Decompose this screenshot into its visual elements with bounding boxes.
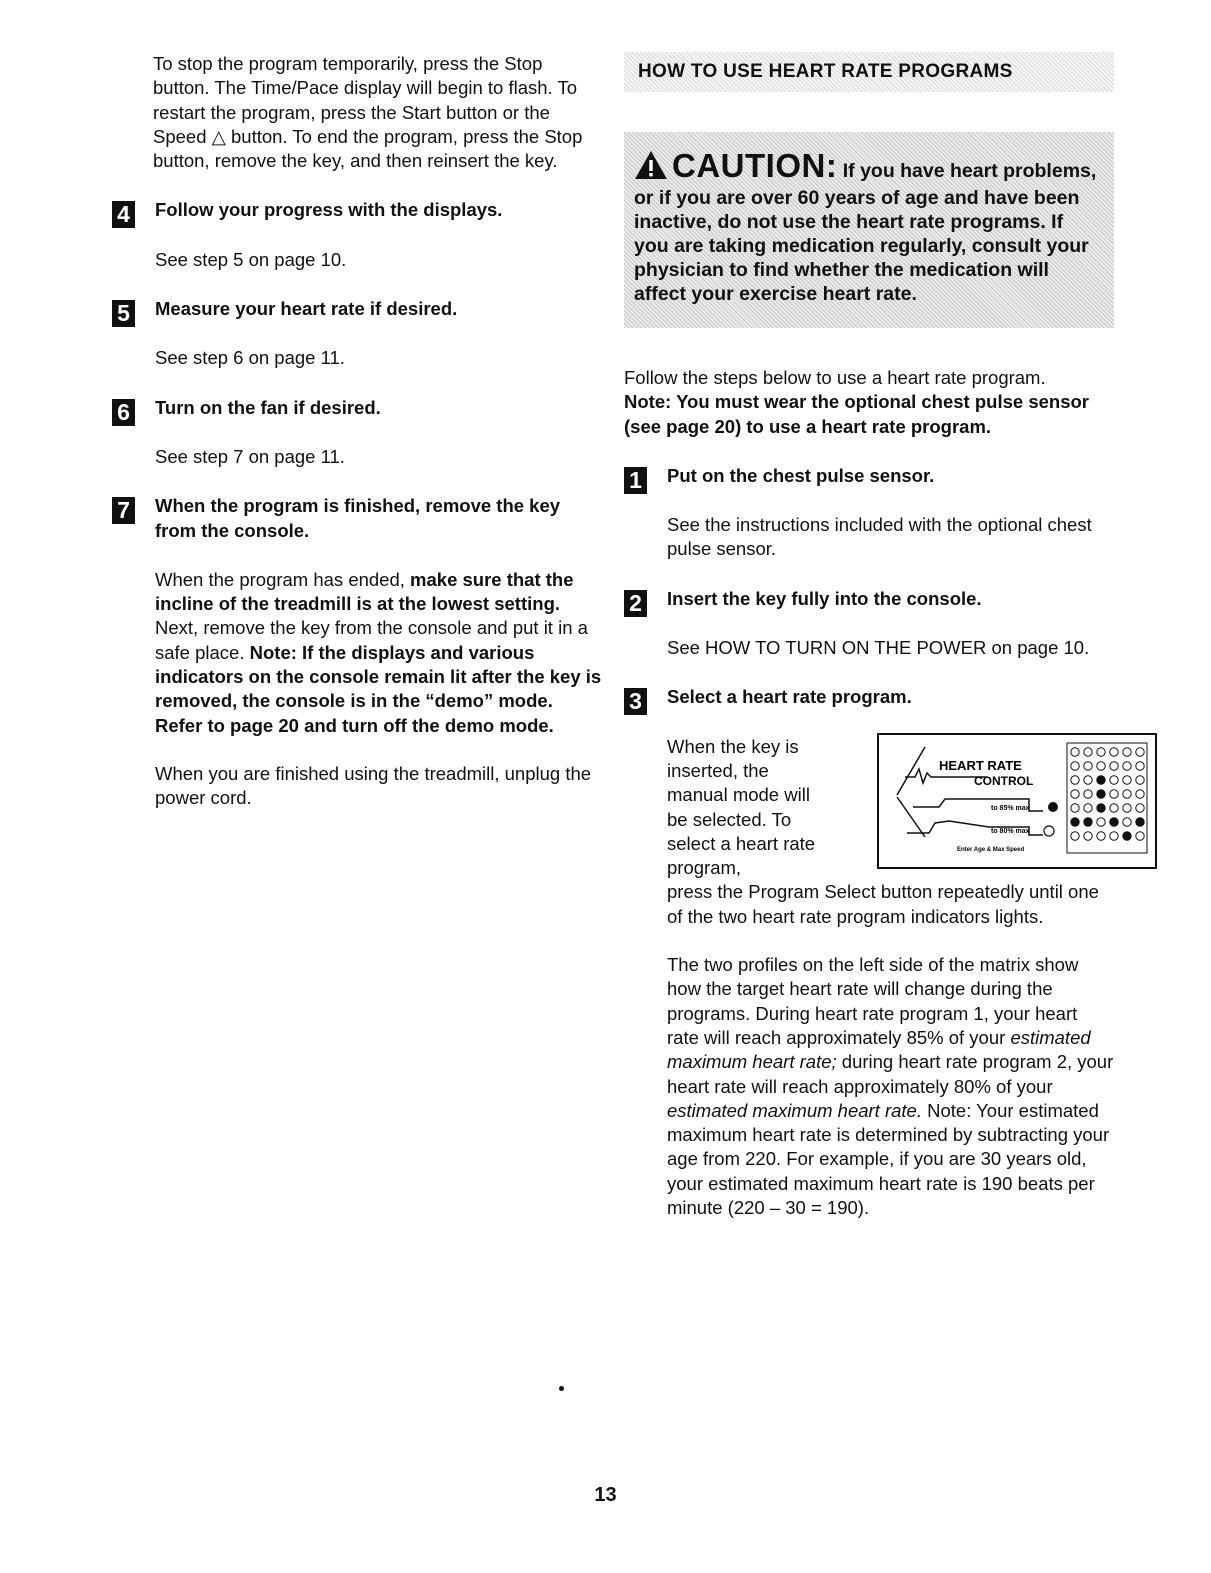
matrix-led: [1097, 817, 1105, 825]
matrix-led: [1097, 775, 1105, 783]
matrix-led: [1123, 831, 1131, 839]
left-column: [112, 52, 602, 811]
matrix-led: [1097, 761, 1105, 769]
step-6: [112, 396, 602, 470]
matrix-led: [1084, 831, 1092, 839]
matrix-led: [1097, 803, 1105, 811]
step-number-badge: 6: [112, 399, 135, 426]
emphasis-text: estimated maximum heart rate.: [667, 1099, 922, 1121]
step-title: Measure your heart rate if desired.: [155, 298, 458, 320]
step-title: When the program is finished, remove the key from the console.: [155, 495, 561, 541]
step-7-paragraph: [155, 568, 602, 738]
matrix-led: [1136, 747, 1144, 755]
matrix-led: [1084, 789, 1092, 797]
matrix-led: [1084, 817, 1092, 825]
figure-title: HEART RATE: [939, 757, 1022, 773]
step-body-continued: press the Program Select button repeatedly until one of the two heart rate program indicators lights.: [667, 881, 1099, 927]
matrix-led: [1084, 775, 1092, 783]
matrix-led: [1071, 747, 1079, 755]
matrix-led: [1071, 803, 1079, 811]
matrix-led: [1123, 775, 1131, 783]
matrix-led: [1071, 831, 1079, 839]
matrix-led: [1123, 803, 1131, 811]
program-2-indicator: [1044, 826, 1054, 836]
step-body: See HOW TO TURN ON THE POWER on page 10.: [667, 637, 1090, 659]
step-5: [112, 297, 602, 371]
matrix-led: [1110, 789, 1118, 797]
step-title: Put on the chest pulse sensor.: [667, 464, 935, 486]
step-number-badge: 7: [112, 497, 135, 524]
figure-caption: Enter Age & Max Speed: [957, 846, 1025, 853]
matrix-led: [1084, 761, 1092, 769]
matrix-led: [1084, 803, 1092, 811]
step-7: [112, 494, 602, 810]
step-number-badge: 3: [624, 688, 647, 715]
right-column: [624, 52, 1114, 1220]
matrix-led: [1110, 775, 1118, 783]
matrix-led: [1123, 817, 1131, 825]
step-number-badge: 5: [112, 300, 135, 327]
step-title: Follow your progress with the displays.: [155, 199, 503, 221]
stop-program-paragraph: To stop the program temporarily, press the Stop button. The Time/Pace display will begin to flash. To restart the program, press the Start button or the Speed △ button. To end the program, press the Stop button, remove the key, and then reinsert the key.: [153, 53, 583, 172]
stray-dot: [559, 1386, 564, 1391]
profile-1-label: to 85% max: [991, 804, 1030, 812]
profile-2-label: to 80% max: [991, 827, 1030, 835]
unplug-paragraph: When you are finished using the treadmill, unplug the power cord.: [155, 762, 592, 809]
led-matrix: [1067, 743, 1147, 853]
step-4: [112, 198, 602, 272]
step-title: Select a heart rate program.: [667, 686, 912, 708]
heart-rate-control-panel-figure: [877, 733, 1157, 869]
step-body: See step 6 on page 11.: [155, 347, 345, 369]
demo-mode-note: Note: If the displays and various indicators on the console remain lit after the key is removed, the console is in the “demo” mode. Refer to page 20 and turn off the demo mode.: [155, 641, 602, 736]
profiles-paragraph: [667, 953, 1114, 1220]
matrix-led: [1084, 747, 1092, 755]
step-body-narrow: When the key is inserted, the manual mode will be selected. To select a heart rate program,: [667, 735, 816, 879]
hr-step-3: [624, 685, 1114, 1220]
matrix-led: [1110, 747, 1118, 755]
text-run: The two profiles on the left side of the matrix show how the target heart rate will change during the programs. During heart rate program 1, your heart rate will reach approximately 85% of your: [667, 954, 1079, 1048]
matrix-led: [1071, 761, 1079, 769]
section-header: HOW TO USE HEART RATE PROGRAMS: [624, 52, 1114, 92]
matrix-led: [1136, 775, 1144, 783]
matrix-led: [1123, 747, 1131, 755]
matrix-led: [1110, 831, 1118, 839]
matrix-led: [1136, 789, 1144, 797]
matrix-led: [1071, 775, 1079, 783]
console-matrix-illustration: [879, 735, 1155, 867]
text-run: When the program has ended,: [155, 568, 411, 590]
caution-box: [624, 132, 1114, 328]
step-number-badge: 1: [624, 467, 647, 494]
matrix-led: [1097, 831, 1105, 839]
intro-text: Follow the steps below to use a heart rate program.: [624, 367, 1046, 388]
step-body: See step 7 on page 11.: [155, 445, 345, 467]
page-number: 13: [594, 1484, 617, 1506]
hr-step-2: [624, 587, 1114, 661]
step-title: Turn on the fan if desired.: [155, 396, 381, 418]
matrix-led: [1110, 761, 1118, 769]
select-program-row: [667, 735, 1114, 881]
matrix-led: [1071, 789, 1079, 797]
matrix-led: [1136, 803, 1144, 811]
matrix-led: [1071, 817, 1079, 825]
emphasis-text: estimated maximum heart rate;: [667, 1026, 1091, 1073]
matrix-led: [1110, 803, 1118, 811]
matrix-led: [1097, 789, 1105, 797]
matrix-led: [1136, 817, 1144, 825]
hr-step-1: [624, 464, 1114, 562]
matrix-led: [1097, 747, 1105, 755]
text-run: during heart rate program 2, your heart rate will reach approximately 80% of your: [667, 1051, 1114, 1097]
figure-subtitle: CONTROL: [974, 773, 1034, 788]
matrix-led: [1136, 831, 1144, 839]
text-run: Note: Your estimated maximum heart rate is determined by subtracting your age from 220. For example, if you are 30 years old, your estimated maximum heart rate is 190 beats per minute (220 – 30 = 190).: [667, 1099, 1110, 1219]
caution-text: If you have heart problems, or if you are over 60 years of age and have been inactive, do not use the heart rate programs. If you are taking medication regularly, consult your physician to find whether the medication will affect your exercise heart rate.: [634, 160, 1097, 305]
chest-sensor-note: Note: You must wear the optional chest pulse sensor (see page 20) to use a heart rate program.: [624, 391, 1089, 437]
step-number-badge: 4: [112, 201, 135, 228]
warning-icon: [634, 150, 668, 186]
text-run: Next, remove the key from the console and put it in a safe place.: [155, 617, 588, 663]
matrix-led: [1110, 817, 1118, 825]
incline-warning-text: make sure that the incline of the treadmill is at the lowest setting.: [155, 568, 574, 615]
matrix-led: [1123, 789, 1131, 797]
program-1-indicator: [1048, 802, 1058, 812]
matrix-led: [1123, 761, 1131, 769]
caution-heading: CAUTION:: [672, 147, 838, 184]
step-number-badge: 2: [624, 590, 647, 617]
step-body: See step 5 on page 10.: [155, 248, 347, 270]
step-title: Insert the key fully into the console.: [667, 587, 982, 609]
matrix-led: [1136, 761, 1144, 769]
step-body: See the instructions included with the optional chest pulse sensor.: [667, 514, 1092, 560]
